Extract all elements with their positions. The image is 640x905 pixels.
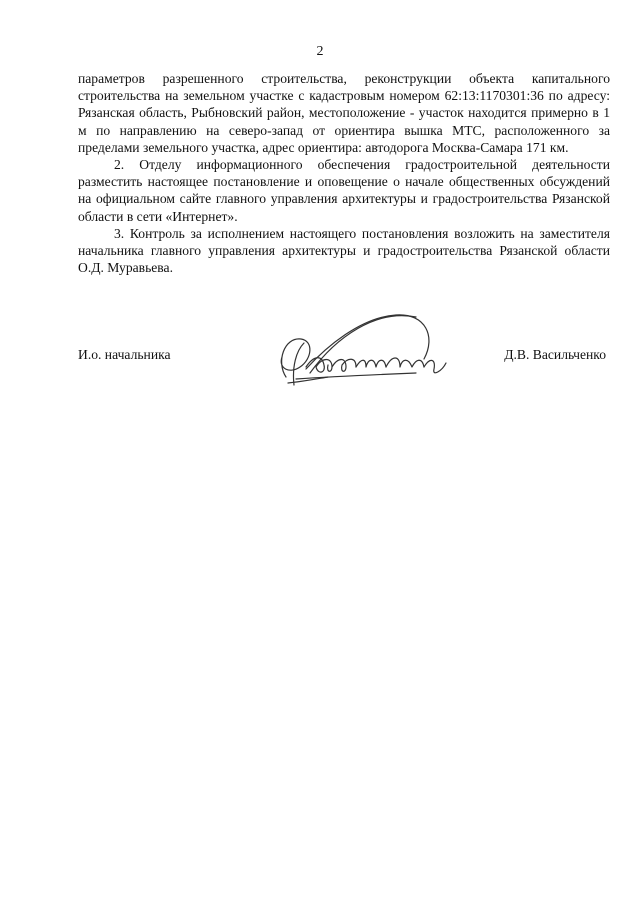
signature-block (78, 335, 610, 395)
document-body (78, 70, 610, 276)
paragraph-2: 2. Отделу информационного обеспечения градостроительной деятельности разместить настоящее постановление и оповещение о начале общественных обсуждений на официальном сайте главного управления архитектуры и градостроительства Рязанской области в сети «Интернет». (78, 157, 610, 224)
signer-name: Д.В. Васильченко (504, 347, 606, 362)
paragraph-1: параметров разрешенного строительства, реконструкции объекта капитального строительства на земельном участке с кадастровым номером 62:13:1170301:36 по адресу: Рязанская область, Рыбновский район, местоположение - участок находится примерно в 1 м по направлению на северо-запад от ориентира вышка МТС, расположенного за пределами земельного участка, адрес ориентира: автодорога Москва-Самара 171 км. (78, 71, 610, 155)
signer-title: И.о. начальника (78, 347, 171, 362)
handwritten-signature-icon (266, 307, 456, 397)
paragraph-3: 3. Контроль за исполнением настоящего постановления возложить на заместителя начальника главного управления архитектуры и градостроительства Рязанской области О.Д. Муравьева. (78, 225, 610, 276)
page-number: 2 (316, 44, 324, 59)
